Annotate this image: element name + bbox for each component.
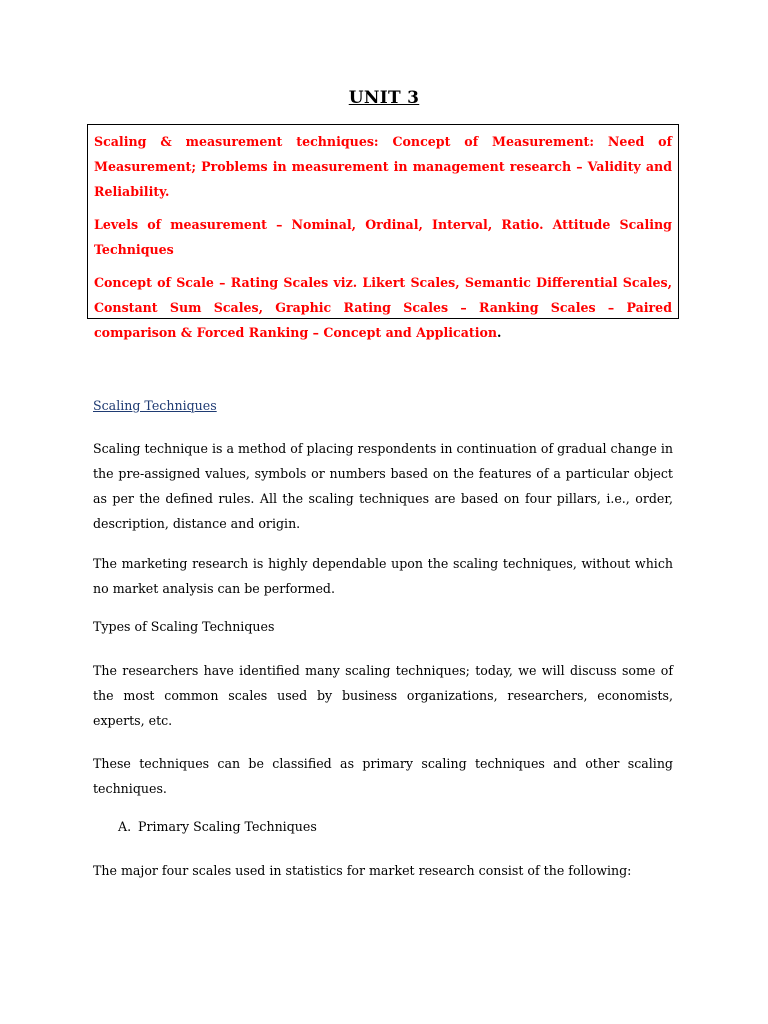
syllabus-end-period: . — [497, 325, 502, 340]
paragraph-4: These techniques can be classified as primary scaling techniques and other scaling techniques. — [93, 756, 673, 796]
syllabus-paragraph-3 — [94, 270, 672, 345]
paragraph-3: The researchers have identified many scaling techniques; today, we will discuss some of the most common scales used by business organizations, researchers, economists, experts, etc. — [93, 663, 673, 728]
paragraph-5: The major four scales used in statistics for market research consist of the following: — [93, 863, 632, 878]
types-heading: Types of Scaling Techniques — [93, 619, 275, 634]
syllabus-paragraph-2 — [94, 212, 672, 262]
list-item-primary-scaling — [118, 819, 317, 834]
syllabus-text-2: Levels of measurement – Nominal, Ordinal, Interval, Ratio. Attitude Scaling Techniques — [94, 217, 672, 257]
syllabus-paragraph-1 — [94, 129, 672, 204]
section-heading-scaling-techniques[interactable]: Scaling Techniques — [93, 398, 217, 413]
paragraph-2: The marketing research is highly dependable upon the scaling techniques, without which no market analysis can be performed. — [93, 556, 673, 596]
page-title: UNIT 3 — [348, 88, 420, 108]
list-marker: A. — [118, 819, 132, 834]
syllabus-text-3: Concept of Scale – Rating Scales viz. Likert Scales, Semantic Differential Scales, Constant Sum Scales, Graphic Rating Scales – Ranking Scales – Paired comparison & Forced Ranking – Concept and Application — [94, 275, 672, 340]
syllabus-box — [87, 124, 679, 340]
syllabus-text-1: Scaling & measurement techniques: Concept of Measurement: Need of Measurement; Problems in measurement in management research – Validity and Reliability. — [94, 134, 672, 199]
list-item-label: Primary Scaling Techniques — [138, 819, 317, 834]
paragraph-1: Scaling technique is a method of placing respondents in continuation of gradual change in the pre-assigned values, symbols or numbers based on the features of a particular object as per the defined rules. All the scaling techniques are based on four pillars, i.e., order, description, distance and origin. — [93, 441, 673, 531]
